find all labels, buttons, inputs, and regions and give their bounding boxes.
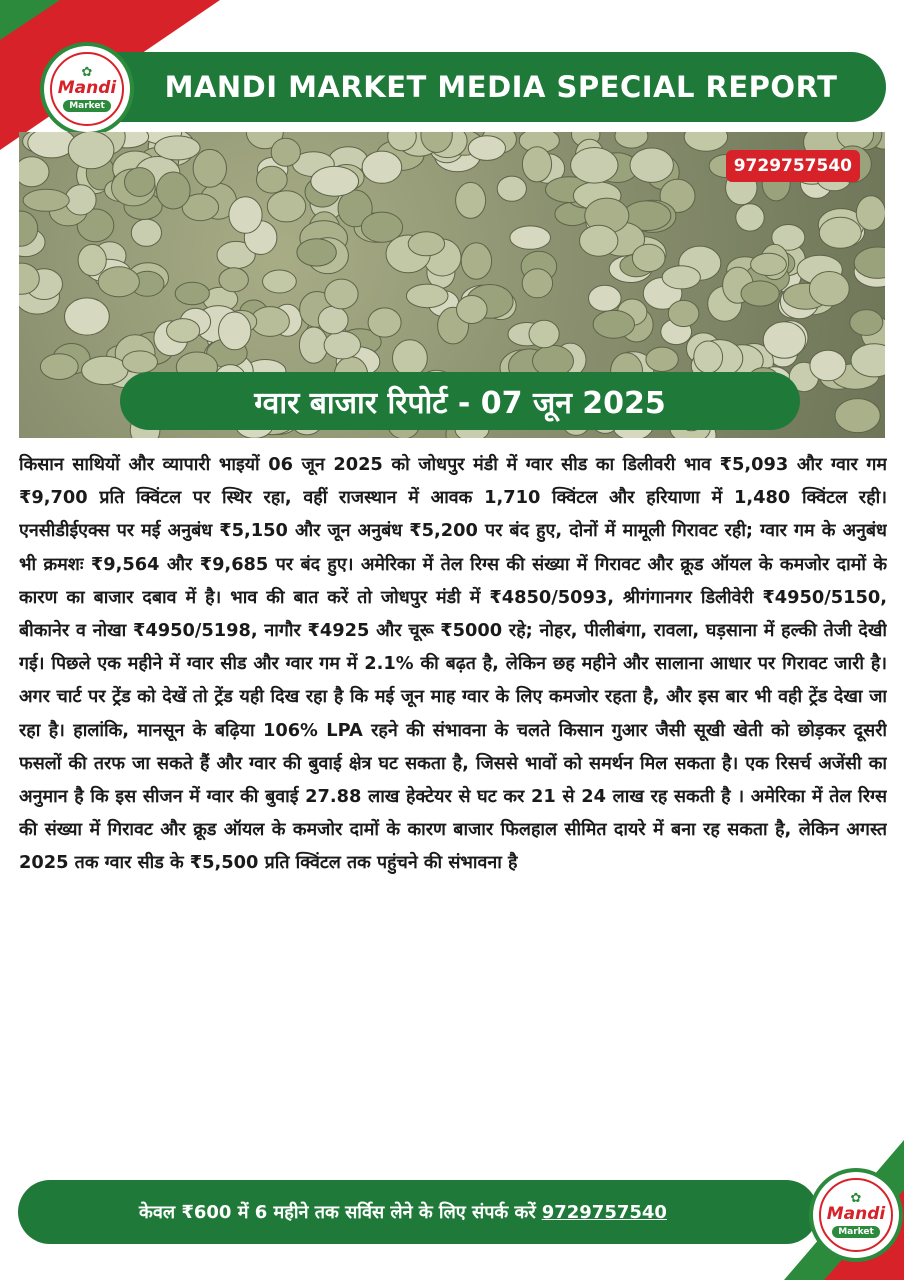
seed-shape <box>263 270 297 293</box>
corner-decoration-green <box>0 0 60 40</box>
seed-shape <box>311 166 359 196</box>
seed-shape <box>78 244 106 275</box>
seed-shape <box>193 149 226 187</box>
article-body: किसान साथियों और व्यापारी भाइयों 06 जून 2025 को जोधपुर मंडी में ग्वार सीड का डिलीवरी भाव ₹5,093 और ग्वार गम ₹9,700 प्रति क्विंटल पर स्थिर रहा, वहीं राजस्थान में आवक 1,710 क्विंटल और हरियाणा में 1,480 क्विंटल रही। एनसीडीईएक्स पर मई अनुबंध ₹5,150 और जून अनुबंध ₹5,200 पर बंद हुए, दोनों में मामूली गिरावट रही; ग्वार गम के अनुबंध भी क्रमशः ₹9,564 और ₹9,685 पर बंद हुए। अमेरिका में तेल रिग्स की संख्या में गिरावट और क्रूड ऑयल के कमजोर दामों के कारण का बाजार दबाव में है। भाव की बात करें तो जोधपुर मंडी में ₹4850/5093, श्रीगंगानगर डिलीवेरी ₹4950/5150, बीकानेर व नोखा ₹4950/5198, नागौर ₹4925 और चूरू ₹5000 रहे; नोहर, पीलीबंगा, रावला, घड़साना में हल्की तेजी देखी गई। पिछले एक महीने में ग्वार सीड और ग्वार गम में 2.1% की बढ़त है, लेकिन छह महीने और सालाना आधार पर गिरावट जारी है। अगर चार्ट पर ट्रेंड को देखें तो ट्रेंड यही दिख रहा है कि मई जून माह ग्वार के लिए कमजोर रहता है, और इस बार भी वही ट्रेंड देखा जा रहा है। हालांकि, मानसून के बढ़िया 106% LPA रहने की संभावना के चलते किसान गुआर जैसी सूखी खेती को छोड़कर दूसरी फसलों की तरफ जा सकते हैं और ग्वार की बुवाई क्षेत्र घट सकता है, जिससे भावों को समर्थन मिल सकता है। एक रिसर्च अजेंसी का अनुमान है कि इस सीजन में ग्वार की बुवाई 27.88 लाख हेक्टेयर से घट कर 21 से 24 लाख रह सकती है । अमेरिका में तेल रिग्स की संख्या में गिरावट और क्रूड ऑयल के कमजोर दामों के कारण बाजार फिलहाल सीमित दायरे में बना रह सकता है, लेकिन अगस्त 2025 तक ग्वार सीड के ₹5,500 प्रति क्विंटल तक पहुंचने की संभावना है <box>19 454 887 874</box>
seed-shape <box>175 282 209 304</box>
seed-shape <box>763 322 805 359</box>
footer-cta-text: केवल ₹600 में 6 महीने तक सर्विस लेने के लिए संपर्क करें <box>139 1202 536 1223</box>
seed-shape <box>741 281 779 306</box>
seed-shape <box>694 341 723 373</box>
seed-shape <box>256 166 287 193</box>
seed-shape <box>98 267 139 297</box>
seed-shape <box>28 132 76 158</box>
logo-badge-footer <box>819 1178 893 1252</box>
seed-shape <box>615 132 648 148</box>
header-bar <box>58 52 886 122</box>
seed-shape <box>229 197 262 234</box>
seed-shape <box>219 268 248 292</box>
seed-shape <box>571 148 618 184</box>
seed-shape <box>809 272 849 306</box>
seed-shape <box>324 331 360 359</box>
seed-shape <box>68 132 114 169</box>
seed-shape <box>646 347 678 371</box>
seed-shape <box>82 356 128 384</box>
seed-shape <box>362 151 402 183</box>
seed-shape <box>40 354 78 380</box>
seed-shape <box>580 225 618 256</box>
report-title-bar <box>120 372 800 430</box>
logo-sub: Market <box>63 100 111 112</box>
seed-shape <box>457 296 488 324</box>
seed-shape <box>751 253 787 275</box>
seed-shape <box>125 168 155 197</box>
seed-shape <box>468 136 505 161</box>
footer-phone-link[interactable]: 9729757540 <box>541 1201 667 1223</box>
seed-shape <box>297 239 336 266</box>
phone-badge[interactable]: 9729757540 <box>726 150 860 182</box>
seed-shape <box>461 243 491 279</box>
seed-shape <box>65 298 110 335</box>
seed-shape <box>835 399 880 433</box>
report-title: ग्वार बाजार रिपोर्ट - 07 जून 2025 <box>254 385 666 421</box>
footer-cta[interactable] <box>18 1180 818 1244</box>
seed-shape <box>131 219 161 246</box>
seed-shape <box>406 284 448 308</box>
seed-shape <box>318 306 348 334</box>
seed-shape <box>593 310 634 338</box>
seed-shape <box>510 226 551 249</box>
logo-sub-footer: Market <box>832 1226 880 1238</box>
seed-shape <box>589 285 622 311</box>
seed-shape <box>522 269 552 298</box>
seed-shape <box>736 204 764 231</box>
seed-shape <box>219 312 251 350</box>
seed-shape <box>19 157 49 187</box>
seed-shape <box>157 172 191 209</box>
logo-badge <box>50 52 124 126</box>
seed-shape <box>662 266 700 289</box>
seed-shape <box>299 327 327 363</box>
seed-shape <box>856 196 885 231</box>
seed-shape <box>522 147 551 182</box>
seed-shape <box>810 350 846 381</box>
seed-shape <box>529 320 559 348</box>
leaf-icon: ✿ <box>81 64 93 80</box>
seed-shape <box>632 244 665 271</box>
mandi-market-logo[interactable] <box>44 46 130 132</box>
report-header-title: MANDI MARKET MEDIA SPECIAL REPORT <box>164 70 838 104</box>
seed-shape <box>408 232 444 256</box>
seed-shape <box>325 279 358 309</box>
leaf-icon: ✿ <box>850 1190 862 1206</box>
seed-shape <box>123 351 158 373</box>
seed-shape <box>819 217 861 248</box>
seed-shape <box>368 308 401 337</box>
mandi-market-logo-footer[interactable] <box>813 1172 899 1258</box>
seed-shape <box>23 189 69 211</box>
logo-word-footer: Mandi <box>826 1203 886 1224</box>
seed-shape <box>497 176 526 201</box>
logo-word: Mandi <box>57 77 117 98</box>
seed-shape <box>850 310 883 336</box>
seed-shape <box>155 136 201 160</box>
seed-shape <box>271 138 300 166</box>
seed-shape <box>668 300 699 326</box>
seed-shape <box>684 132 727 151</box>
seed-shape <box>267 191 305 222</box>
seed-shape <box>393 340 428 377</box>
seed-shape <box>630 148 673 182</box>
seed-shape <box>167 319 200 343</box>
seed-shape <box>456 182 486 218</box>
